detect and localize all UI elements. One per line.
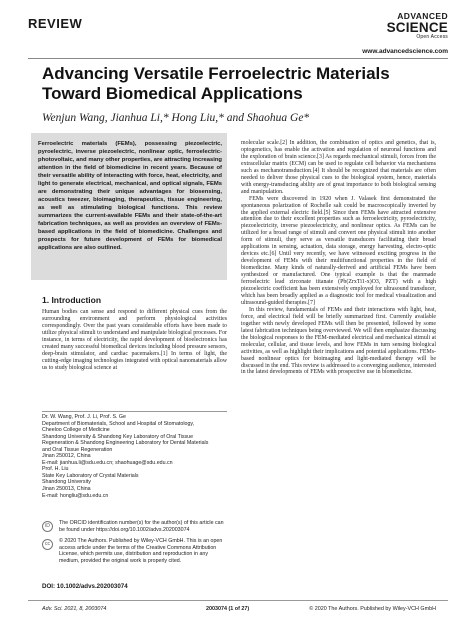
affiliation-line: Jinan 250012, China bbox=[42, 453, 91, 460]
section-label: REVIEW bbox=[28, 16, 83, 31]
journal-citation: Adv. Sci. 2021, 8, 2003074 bbox=[42, 606, 107, 612]
affiliation-line: Department of Biomaterials, School and Hospital of Stomatology, bbox=[42, 420, 195, 427]
affiliation-line: Regeneration & Shandong Engineering Laboratory for Dental Materials bbox=[42, 440, 209, 447]
journal-logo bbox=[387, 12, 448, 40]
abstract-text: Ferroelectric materials (FEMs), possessing piezoelectric, pyroelectric, inverse piezoelectric, nonlinear optic, ferroelectric-photovoltaic, and many other properties, are attracting increasing attention in the field of biomedicine in recent years. Because of their versatile ability of interacting with force, heat, electricity, and light to generate electrical, mechanical, and optical signals, FEMs are demonstrating their unique advantages for biosensing, acoustics tweezer, bioimaging, therapeutics, tissue engineering, as well as stimulating biological functions. This review summarizes the current-available FEMs and their state-of-the-art fabrication techniques, as well as provides an overview of FEMs-based applications in the field of biomedicine. Challenges and prospects for future development of FEMs for biomedical applications are also outlined. bbox=[38, 141, 222, 251]
affiliation-line: State Key Laboratory of Crystal Materials bbox=[42, 472, 139, 479]
abstract-box bbox=[31, 133, 227, 280]
orcid-icon: iD bbox=[42, 521, 53, 532]
affiliation-line: Dr. W. Wang, Prof. J. Li, Prof. S. Ge bbox=[42, 414, 126, 420]
logo-line-2: SCIENCE bbox=[386, 20, 448, 35]
right-column-body bbox=[241, 140, 436, 376]
article-doi[interactable]: DOI: 10.1002/advs.202003074 bbox=[42, 583, 128, 590]
page-header bbox=[28, 12, 448, 58]
copyright-notice: © 2020 The Authors. Published by Wiley-VCH GmbH bbox=[309, 606, 436, 612]
footer-divider bbox=[28, 600, 448, 601]
left-column-body bbox=[42, 309, 227, 372]
orcid-note-text[interactable]: The ORCID identification number(s) for the author(s) of this article can be found under https://doi.org/10.1002/advs.202003074 bbox=[59, 520, 224, 533]
author-list: Wenjun Wang, Jianhua Li,* Hong Liu,* and Shaohua Ge* bbox=[42, 112, 310, 124]
body-paragraph: In this review, fundamentals of FEMs and their interactions with light, heat, force, and electrical field will be briefly summarized first. Currently available together with newly developed FEMs will then be presented, followed by some latest fabrication techniques being overviewed. We will then emphasize discussing the biological responses to the FEM-mediated electrical and mechanical stimuli at molecular, cellular, and tissue levels, and how FEMs in turn sensing biological activities, as well as highlight their implications and potential applications. FEMs-based nonlinear optics for bioimaging and light-mediated therapy will be discussed in the end. This review is addressed to a converging audience, interested in the latest developments of FEMs with prospective use in biomedicine. bbox=[241, 306, 436, 376]
affiliation-line: Prof. H. Liu bbox=[42, 466, 69, 473]
affiliation-line: and Oral Tissue Regeneration bbox=[42, 446, 113, 453]
footnote-divider bbox=[42, 411, 227, 412]
affiliation-line: Jinan 250013, China bbox=[42, 486, 91, 493]
affiliation-email[interactable]: E-mail: hongliu@sdu.edu.cn bbox=[42, 492, 109, 499]
license-note-text: © 2020 The Authors. Published by Wiley-VCH GmbH. This is an open access article under the terms of the Creative Commons Attribution License, which permits use, distribution and reproduction in any medium, provided the original work is properly cited. bbox=[59, 538, 223, 564]
journal-url[interactable]: www.advancedscience.com bbox=[362, 48, 448, 55]
affiliation-email[interactable]: E-mail: jianhua.li@sdu.edu.cn; shaohuage@sdu.edu.cn bbox=[42, 459, 173, 466]
affiliation-line: Shandong University bbox=[42, 479, 91, 486]
body-paragraph: molecular scale.[2] In addition, the combination of optics and genetics, that is, optogenetics, has enable the activation and regulation of neuronal functions and the exploration of brain science.[3] As regards mechanical stimuli, forces from the extracellular matrix (ECM) can be used to regulate cell behavior via mechanisms such as mechanotransduction.[4] It should be recognized that materials are often needed to deliver those physical cues to the biological system, hence, materials with energy-transducing ability are of great importance to both biological sensing and manipulation. bbox=[241, 140, 436, 195]
header-divider bbox=[28, 58, 448, 59]
logo-line-3: Open Access bbox=[416, 34, 448, 40]
page-number: 2003074 (1 of 27) bbox=[206, 606, 250, 612]
section-heading-introduction: 1. Introduction bbox=[42, 295, 102, 305]
affiliation-line: Shandong University & Shandong Key Laboratory of Oral Tissue bbox=[42, 433, 194, 440]
affiliations bbox=[42, 414, 227, 499]
intro-paragraph: Human bodies can sense and respond to different physical cues from the surrounding environment and perform physiological activities correspondingly. Over the past years considerable efforts have been made to utilize physical stimuli to understand and manipulate biological processes. For instance, in terms of electricity, the rapid development of bioelectronics has created many successful biomedical devices including blood pressure sensors, deep-brain stimulator, and cardiac pacemakers.[1] In terms of light, the cutting-edge imaging technologies integrated with optical nanomaterials allow us to study biological science at bbox=[42, 309, 228, 371]
affiliation-line: Cheeloo College of Medicine bbox=[42, 427, 110, 434]
article-title: Advancing Versatile Ferroelectric Materials Toward Biomedical Applications bbox=[42, 64, 390, 103]
body-paragraph: FEMs were discovered in 1920 when J. Valasek first demonstrated the spontaneous polarization of Rochelle salt could be macroscopically inverted by the applied external electric field.[5] Since then FEMs have attracted extensive attention due to their excellent properties such as ferroelectricity, pyroelectricity, piezoelectricity, inverse piezoelectricity, and nonlinear optics. As FEMs can be utilized for a broad range of stimuli and convert one physical stimuli into another form of stimuli, they serve as versatile transducers facilitating their broad applications in sensing, actuation, data storage, energy harvesting, electro-optic devices etc.[6] Until very recently, we have witnessed exciting progress in the development of FEMs with their multifunctional properties in the field of biomedicine. Many kinds of naturally-derived and artificial FEMs have been synthesized or manufactured. One typical example is that the manmade ferroelectric lead zirconate titanate (Pb(ZrxTi1-x)O3, PZT) with a high piezoelectric coefficient has been extensively employed for ultrasound transducer, which has been broadly applied as a diagnostic tool for medical visualization and ultrasound-guided therapies.[7] bbox=[241, 195, 436, 306]
open-access-icon: cc bbox=[42, 539, 53, 550]
logo-line-1: ADVANCED bbox=[397, 11, 448, 21]
